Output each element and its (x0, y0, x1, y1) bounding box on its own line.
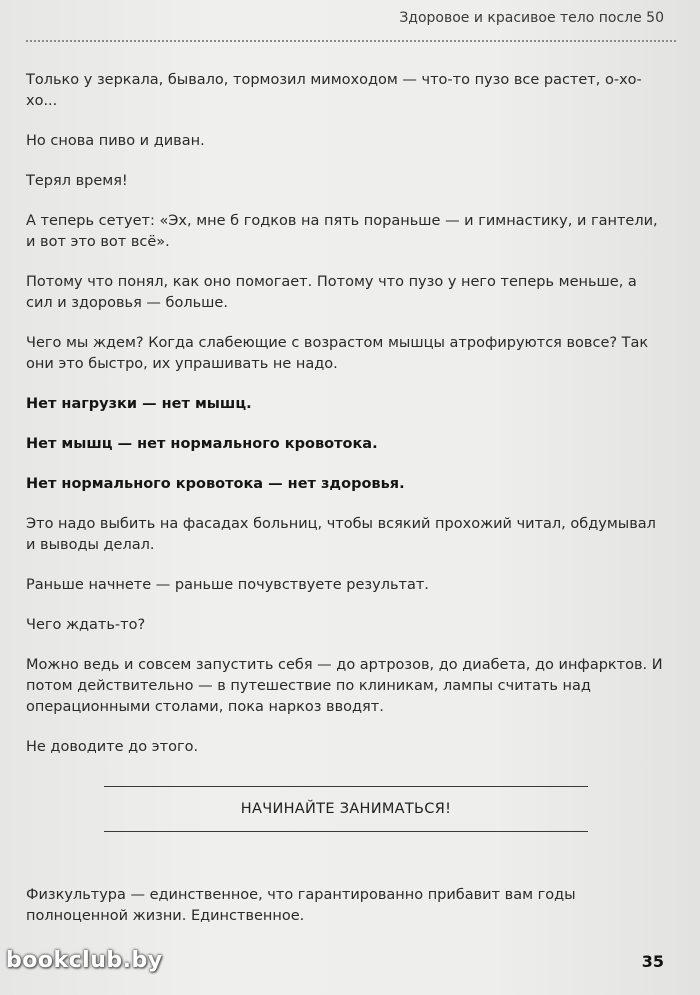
paragraph: Чего мы ждем? Когда слабеющие с возрастом мышцы атрофируются вовсе? Так они это быстро, их упрашивать не надо. (26, 335, 649, 372)
bold-statement: Нет нагрузки — нет мышц. (26, 396, 252, 412)
paragraph: Можно ведь и совсем запустить себя — до артрозов, до диабета, до инфарктов. И потом действительно — в путешествие по клиникам, лампы считать над операционными столами, пока наркоз вводят. (26, 657, 663, 715)
paragraph: Это надо выбить на фасадах больниц, чтобы всякий прохожий читал, обдумывал и выводы делал. (26, 516, 656, 553)
watermark-logo: bookclub.by (6, 948, 163, 973)
callout-bottom-rule (104, 831, 588, 832)
paragraph: Раньше начнете — раньше почувствуете результат. (26, 577, 429, 593)
paragraph: Чего ждать-то? (26, 617, 146, 633)
bold-statement: Нет нормального кровотока — нет здоровья. (26, 476, 405, 492)
bold-statement: Нет мышц — нет нормального кровотока. (26, 436, 378, 452)
paragraph: Только у зеркала, бывало, тормозил мимоходом — что-то пузо все растет, о-хо-хо... (26, 72, 642, 109)
paragraph: Потому что понял, как оно помогает. Потому что пузо у него теперь меньше, а сил и здоровья — больше. (26, 274, 637, 311)
header-dotted-rule (26, 40, 676, 42)
paragraph: А теперь сетует: «Эх, мне б годков на пять пораньше — и гимнастику, и гантели, и вот это вот всё». (26, 213, 658, 250)
final-paragraph: Физкультура — единственное, что гарантированно прибавит вам годы полноценной жизни. Единственное. (26, 887, 576, 924)
paragraph: Но снова пиво и диван. (26, 133, 205, 149)
running-header: Здоровое и красивое тело после 50 (399, 10, 664, 26)
page-number: 35 (641, 952, 664, 971)
callout-text: НАЧИНАЙТЕ ЗАНИМАТЬСЯ! (240, 801, 452, 817)
paragraph: Не доводите до этого. (26, 739, 199, 755)
body-text (26, 70, 666, 777)
callout-box (104, 786, 588, 832)
paragraph: Терял время! (26, 173, 128, 189)
